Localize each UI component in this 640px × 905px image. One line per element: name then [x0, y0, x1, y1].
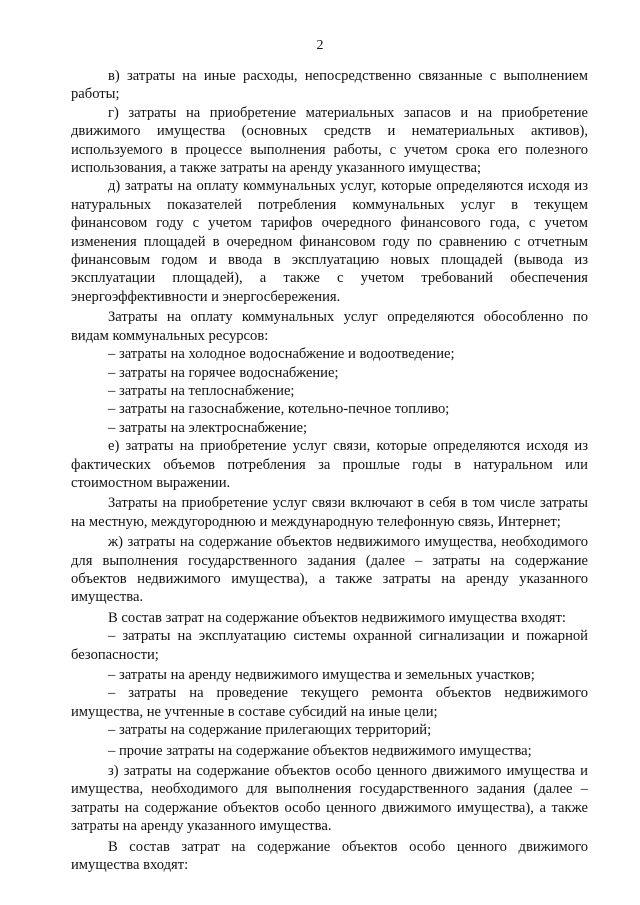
paragraph-communications: Затраты на приобретение услуг связи включают в себя в том числе затраты на местную, междугороднюю и международную телефонную связь, Интернет; [71, 495, 588, 530]
paragraph-item-g: г) затраты на приобретение материальных запасов и на приобретение движимого имущества (основных средств и нематериальных активов), используемого в процессе выполнения работы, с учетом срока его полезного использования, а также затраты на аренду указанного имущества; [71, 104, 588, 177]
list-item-other: – прочие затраты на содержание объектов недвижимого имущества; [108, 742, 532, 759]
page-number: 2 [316, 38, 324, 53]
paragraph-item-z: з) затраты на содержание объектов особо ценного движимого имущества и имущества, необходимого для выполнения государственного задания (далее – затраты на содержание объектов особо ценного движимого имущества), а также затраты на аренду указанного имущества. [71, 763, 588, 835]
document-body [71, 67, 588, 874]
list-item-electricity: – затраты на электроснабжение; [108, 419, 308, 436]
paragraph-real-estate-intro: В состав затрат на содержание объектов недвижимого имущества входят: [108, 609, 566, 626]
list-item-hot-water: – затраты на горячее водоснабжение; [108, 364, 339, 381]
paragraph-item-d: д) затраты на оплату коммунальных услуг, которые определяются исходя из натуральных показателей потребления коммунальных услуг в текущем финансовом году с учетом тарифов очередного финансового года, с учетом изменения площадей в очередном финансовом году по сравнению с отчетным финансовым годом и ввода в эксплуатацию новых площадей (вывода из эксплуатации площадей), а также с учетом требований обеспечения энергоэффективности и энергосбережения. [71, 178, 588, 305]
paragraph-item-zh: ж) затраты на содержание объектов недвижимого имущества, необходимого для выполнения государственного задания (далее – затраты на содержание объектов недвижимого имущества), а также затраты на аренду указанного имущества. [71, 534, 588, 606]
list-item-gas: – затраты на газоснабжение, котельно-печное топливо; [108, 401, 450, 418]
list-item-cold-water: – затраты на холодное водоснабжение и водоотведение; [108, 346, 455, 363]
paragraph-utilities-intro: Затраты на оплату коммунальных услуг определяются обособленно по видам коммунальных ресурсов: [71, 309, 588, 344]
list-item-repair: – затраты на проведение текущего ремонта объектов недвижимого имущества, не учтенные в составе субсидий на иные цели; [71, 685, 588, 720]
list-item-territories: – затраты на содержание прилегающих территорий; [108, 722, 432, 739]
paragraph-item-v: в) затраты на иные расходы, непосредственно связанные с выполнением работы; [71, 68, 588, 103]
paragraph-item-e: е) затраты на приобретение услуг связи, которые определяются исходя из фактических объемов потребления за прошлые годы в натуральном или стоимостном выражении. [71, 438, 588, 491]
paragraph-movable-intro: В состав затрат на содержание объектов особо ценного движимого имущества входят: [71, 838, 588, 874]
list-item-security-systems: – затраты на эксплуатацию системы охранной сигнализации и пожарной безопасности; [71, 628, 588, 663]
list-item-heating: – затраты на теплоснабжение; [108, 382, 295, 399]
list-item-rent: – затраты на аренду недвижимого имущества и земельных участков; [108, 667, 535, 683]
